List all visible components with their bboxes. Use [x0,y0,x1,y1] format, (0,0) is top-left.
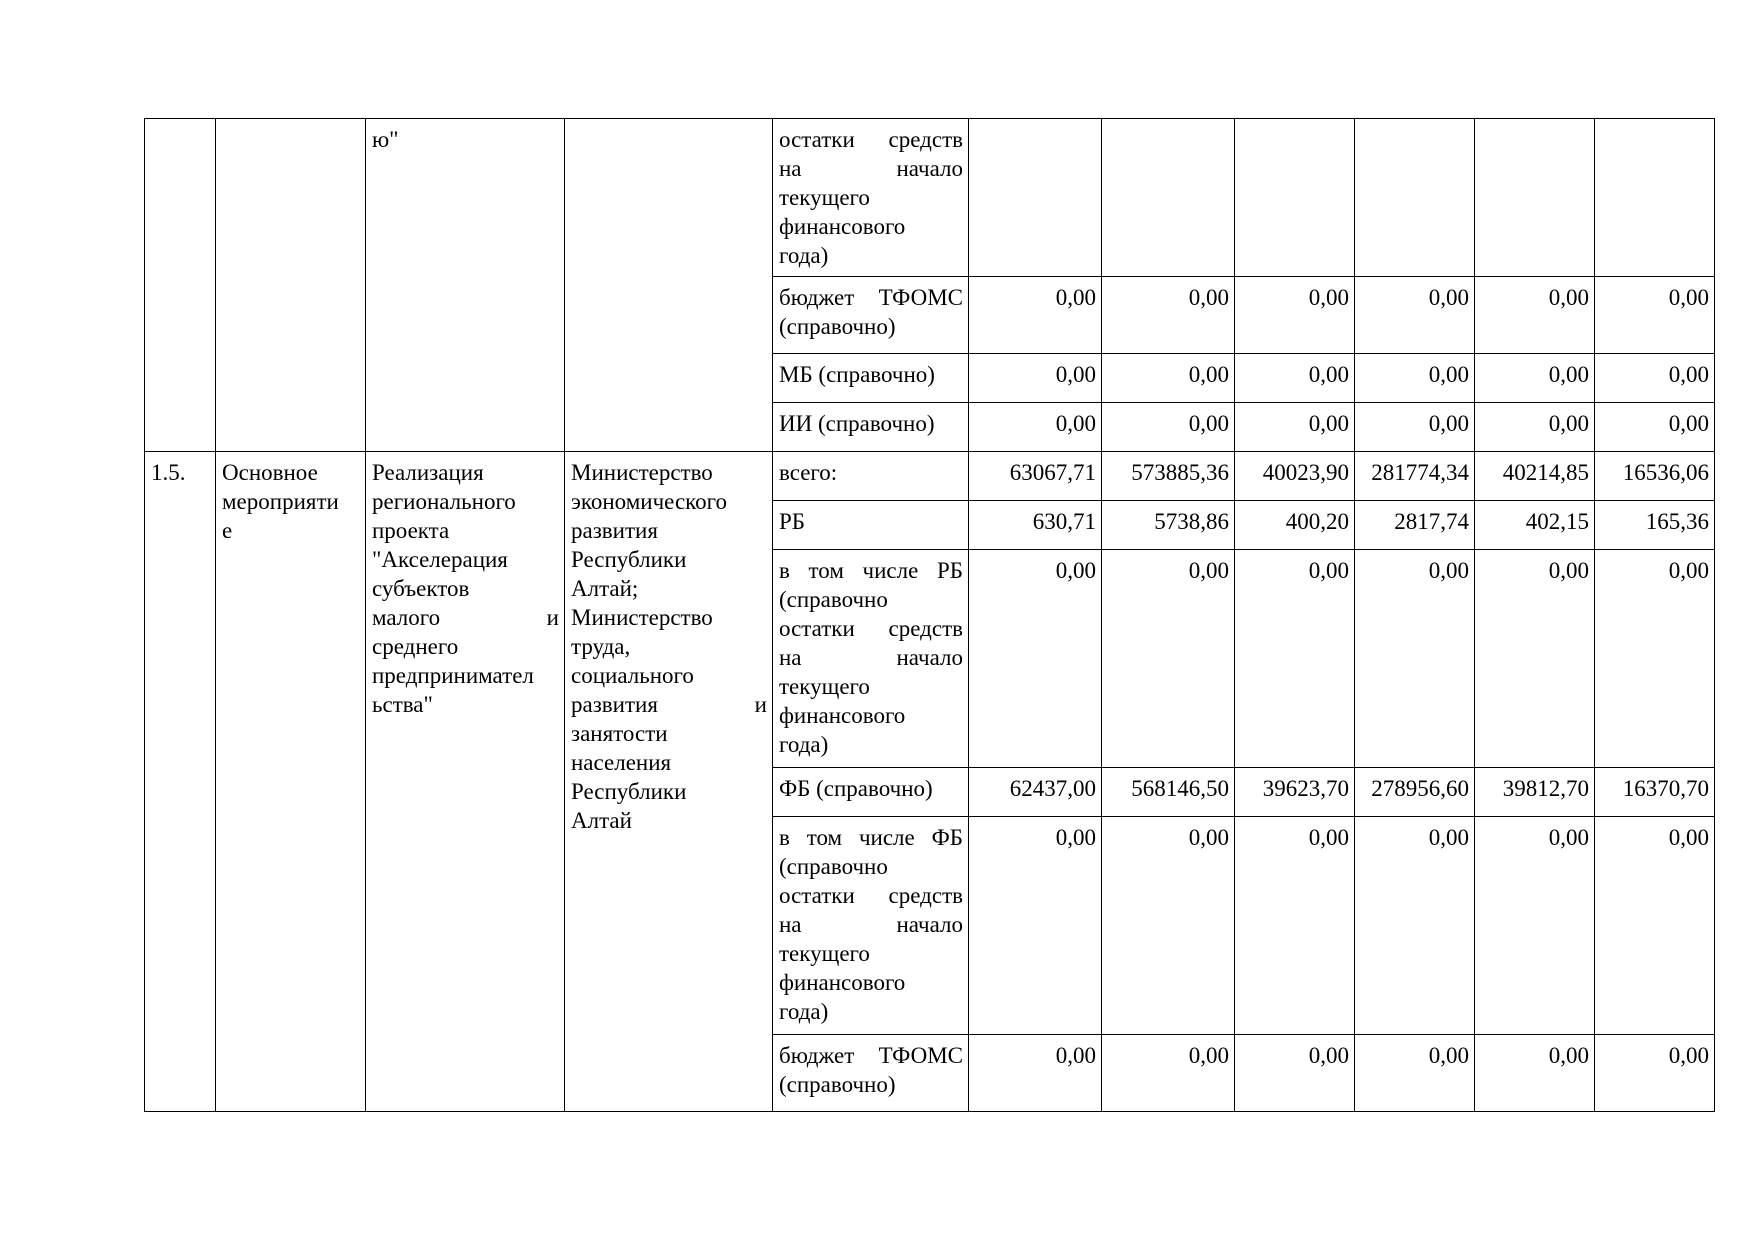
item-row-3-value-2: 0,00 [1102,550,1235,768]
top-row-3-value-2: 0,00 [1102,354,1235,403]
item-row-4-value-3: 39623,70 [1235,768,1355,817]
top-row-3-value-5: 0,00 [1475,354,1595,403]
item-row-5-value-4: 0,00 [1355,817,1475,1035]
source-line: на начало [779,912,963,937]
table-row [145,119,1715,277]
item-row-6-value-2: 0,00 [1102,1035,1235,1112]
item-row-5-value-5: 0,00 [1475,817,1595,1035]
table-body [145,119,1715,1112]
item-row-5-value-3: 0,00 [1235,817,1355,1035]
source-line: ФБ (справочно) [779,776,933,801]
item-row-5-value-1: 0,00 [969,817,1102,1035]
source-line: финансового [779,214,906,239]
top-row-1-value-6 [1595,119,1715,277]
executor-line: экономического [571,489,728,514]
item-row-2-value-2: 5738,86 [1102,501,1235,550]
name-line: Реализация [372,460,484,485]
top-row-2-value-4: 0,00 [1355,277,1475,354]
source-line: бюджет ТФОМС [779,1043,963,1068]
source-line: (справочно) [779,1072,896,1097]
name-line: субъектов [372,576,470,601]
top-row-1-value-1 [969,119,1102,277]
source-line: (справочно [779,854,888,879]
item-row-6-source-cell [773,1035,969,1112]
source-line: остатки средств [779,127,963,152]
top-row-1-value-5 [1475,119,1595,277]
executor-line: Республики [571,547,687,572]
type-cell-empty [216,119,366,452]
item-row-4-value-5: 39812,70 [1475,768,1595,817]
source-line: МБ (справочно) [779,362,935,387]
top-row-3-value-4: 0,00 [1355,354,1475,403]
item-row-2-source-cell [773,501,969,550]
executor-line: Министерство [571,460,713,485]
top-row-2-value-3: 0,00 [1235,277,1355,354]
item-row-6-value-4: 0,00 [1355,1035,1475,1112]
top-row-1-value-2 [1102,119,1235,277]
financing-table [144,118,1715,1112]
item-row-3-value-3: 0,00 [1235,550,1355,768]
top-row-3-value-3: 0,00 [1235,354,1355,403]
item-row-2-value-4: 2817,74 [1355,501,1475,550]
top-row-4-value-6: 0,00 [1595,403,1715,452]
item-executor-cell [565,452,773,1112]
top-row-4-value-2: 0,00 [1102,403,1235,452]
source-line: в том числе ФБ [779,825,963,850]
table-row [145,452,1715,501]
number-cell-empty [145,119,216,452]
executor-line: занятости [571,721,668,746]
source-line: (справочно [779,587,888,612]
top-row-2-value-1: 0,00 [969,277,1102,354]
top-row-2-value-5: 0,00 [1475,277,1595,354]
top-row-3-value-1: 0,00 [969,354,1102,403]
name-line: "Акселерация [372,547,508,572]
source-line: на начало [779,645,963,670]
item-row-4-value-6: 16370,70 [1595,768,1715,817]
source-line: бюджет ТФОМС [779,285,963,310]
item-row-3-value-1: 0,00 [969,550,1102,768]
source-line: (справочно) [779,314,896,339]
top-row-3-value-6: 0,00 [1595,354,1715,403]
source-line: РБ [779,509,805,534]
type-line: мероприяти [222,489,339,514]
name-line: проекта [372,518,450,543]
source-line: остатки средств [779,616,963,641]
item-row-1-source-cell [773,452,969,501]
executor-line: развития и [571,692,767,717]
name-line: регионального [372,489,516,514]
item-row-1-value-5: 40214,85 [1475,452,1595,501]
source-line: текущего [779,941,870,966]
item-row-3-value-6: 0,00 [1595,550,1715,768]
item-row-4-value-4: 278956,60 [1355,768,1475,817]
source-line: всего: [779,460,838,485]
name-line: малого и [372,605,559,630]
top-row-1-source-cell [773,119,969,277]
source-line: года) [779,243,829,268]
item-number-cell: 1.5. [145,452,216,1112]
source-line: на начало [779,156,963,181]
item-row-5-value-6: 0,00 [1595,817,1715,1035]
item-row-1-value-2: 573885,36 [1102,452,1235,501]
item-row-6-value-6: 0,00 [1595,1035,1715,1112]
item-row-5-source-cell [773,817,969,1035]
source-line: в том числе РБ [779,558,963,583]
item-row-5-value-2: 0,00 [1102,817,1235,1035]
name-line: среднего [372,634,459,659]
item-row-2-value-6: 165,36 [1595,501,1715,550]
item-name-cell [366,452,565,1112]
source-line: текущего [779,674,870,699]
source-line: года) [779,999,829,1024]
item-row-4-source-cell [773,768,969,817]
item-row-2-value-3: 400,20 [1235,501,1355,550]
source-line: года) [779,732,829,757]
item-row-3-source-cell [773,550,969,768]
name-cell [366,119,565,452]
top-row-2-source-cell [773,277,969,354]
top-row-1-value-4 [1355,119,1475,277]
top-row-4-value-1: 0,00 [969,403,1102,452]
type-line: Основное [222,460,318,485]
top-row-2-value-6: 0,00 [1595,277,1715,354]
item-row-6-value-1: 0,00 [969,1035,1102,1112]
item-row-6-value-5: 0,00 [1475,1035,1595,1112]
item-row-3-value-5: 0,00 [1475,550,1595,768]
item-row-6-value-3: 0,00 [1235,1035,1355,1112]
item-row-1-value-4: 281774,34 [1355,452,1475,501]
executor-line: населения [571,750,672,775]
top-row-3-source-cell [773,354,969,403]
top-row-4-value-4: 0,00 [1355,403,1475,452]
item-type-cell [216,452,366,1112]
top-row-4-value-3: 0,00 [1235,403,1355,452]
executor-line: социального [571,663,694,688]
item-row-2-value-5: 402,15 [1475,501,1595,550]
source-line: финансового [779,970,906,995]
executor-line: Министерство [571,605,713,630]
item-row-1-value-3: 40023,90 [1235,452,1355,501]
item-row-3-value-4: 0,00 [1355,550,1475,768]
executor-line: Алтай; [571,576,639,601]
item-row-4-value-2: 568146,50 [1102,768,1235,817]
top-row-1-value-3 [1235,119,1355,277]
item-row-1-value-6: 16536,06 [1595,452,1715,501]
item-row-2-value-1: 630,71 [969,501,1102,550]
executor-cell-empty [565,119,773,452]
top-row-4-source-cell [773,403,969,452]
source-line: ИИ (справочно) [779,411,935,436]
executor-line: труда, [571,634,631,659]
executor-line: Алтай [571,808,632,833]
source-line: текущего [779,185,870,210]
executor-line: Республики [571,779,687,804]
item-row-1-value-1: 63067,71 [969,452,1102,501]
name-line: ьства" [372,692,433,717]
source-line: остатки средств [779,883,963,908]
source-line: финансового [779,703,906,728]
item-row-4-value-1: 62437,00 [969,768,1102,817]
top-row-2-value-2: 0,00 [1102,277,1235,354]
executor-line: развития [571,518,658,543]
type-line: е [222,518,233,543]
name-tail-text: ю" [372,127,399,152]
top-row-4-value-5: 0,00 [1475,403,1595,452]
name-line: предпринимател [372,663,534,688]
